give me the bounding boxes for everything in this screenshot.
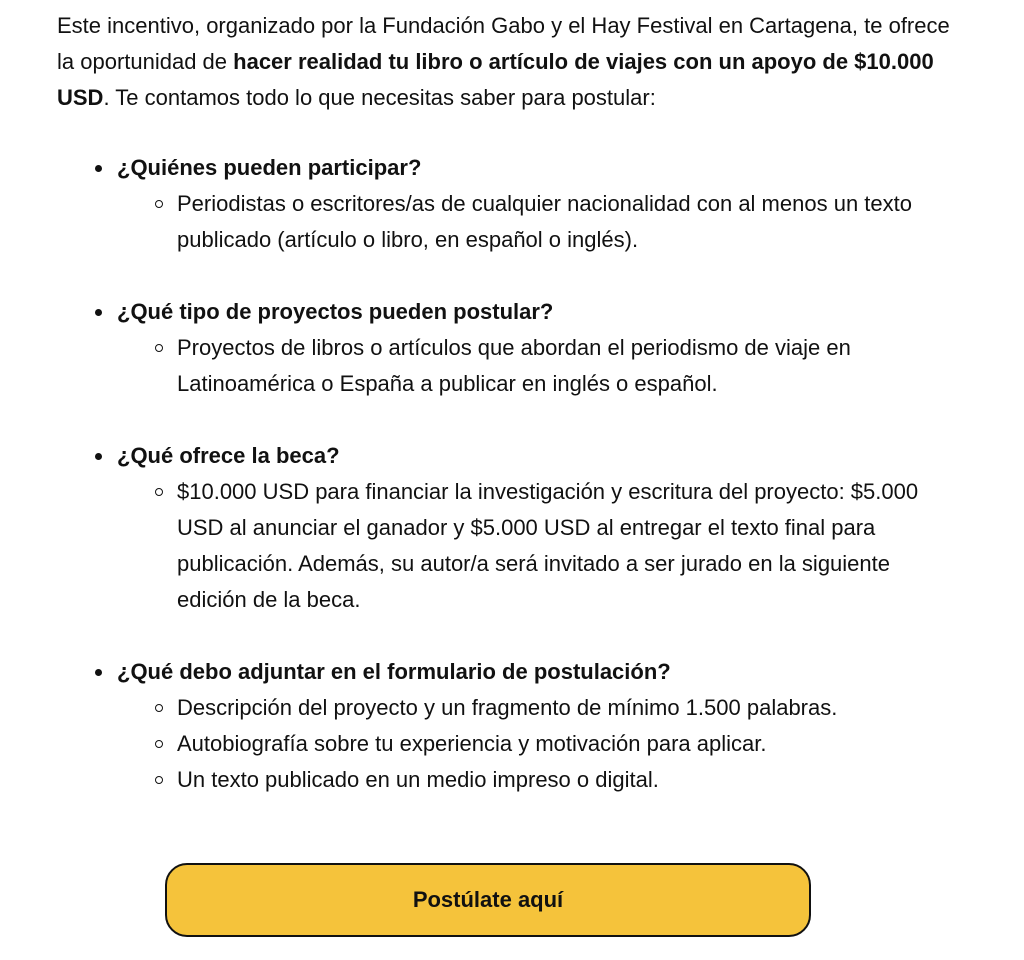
faq-answer-list [117,474,957,618]
circle-bullet-icon [155,488,163,496]
faq-answer-text: Periodistas o escritores/as de cualquier nacionalidad con al menos un texto publicado (artículo o libro, en español o inglés). [177,191,912,252]
circle-bullet-icon [155,344,163,352]
faq-answer-item [117,762,957,798]
faq-heading: ¿Qué tipo de proyectos pueden postular? [117,299,554,324]
intro-text-start: Este incentivo, organizado por la Fundación Gabo y el Hay Festival en Cartagena, te ofrece la oportunidad de [57,13,950,74]
faq-answer-item [117,690,957,726]
circle-bullet-icon [155,740,163,748]
circle-bullet-icon [155,704,163,712]
faq-heading: ¿Qué debo adjuntar en el formulario de postulación? [117,659,671,684]
faq-answer-item [117,186,957,258]
faq-section [57,150,957,258]
faq-section [57,294,957,402]
faq-heading: ¿Quiénes pueden participar? [117,155,422,180]
faq-list [57,150,957,798]
intro-highlight: hacer realidad tu libro o artículo de viajes con un apoyo de $10.000 USD [57,49,934,110]
article-content [57,8,957,834]
faq-answer-text: Un texto publicado en un medio impreso o digital. [177,767,659,792]
faq-answer-item [117,330,957,402]
faq-answer-list [117,330,957,402]
bullet-icon [95,309,102,316]
cta-container [165,863,811,937]
faq-heading: ¿Qué ofrece la beca? [117,443,340,468]
faq-answer-text: Proyectos de libros o artículos que abordan el periodismo de viaje en Latinoamérica o España a publicar en inglés o español. [177,335,851,396]
intro-paragraph [57,8,957,116]
faq-answer-text: $10.000 USD para financiar la investigación y escritura del proyecto: $5.000 USD al anunciar el ganador y $5.000 USD al entregar el texto final para publicación. Además, su autor/a será invitado a ser jurado en la siguiente edición de la beca. [177,479,919,612]
faq-answer-text: Descripción del proyecto y un fragmento de mínimo 1.500 palabras. [177,695,838,720]
faq-answer-item [117,474,957,618]
faq-answer-item [117,726,957,762]
faq-answer-text: Autobiografía sobre tu experiencia y motivación para aplicar. [177,731,767,756]
faq-answer-list [117,186,957,258]
faq-section [57,438,957,618]
bullet-icon [95,669,102,676]
faq-answer-list [117,690,957,798]
circle-bullet-icon [155,200,163,208]
intro-text-end: . Te contamos todo lo que necesitas saber para postular: [103,85,656,110]
bullet-icon [95,453,102,460]
circle-bullet-icon [155,776,163,784]
faq-section [57,654,957,798]
bullet-icon [95,165,102,172]
apply-button[interactable]: Postúlate aquí [165,863,811,937]
